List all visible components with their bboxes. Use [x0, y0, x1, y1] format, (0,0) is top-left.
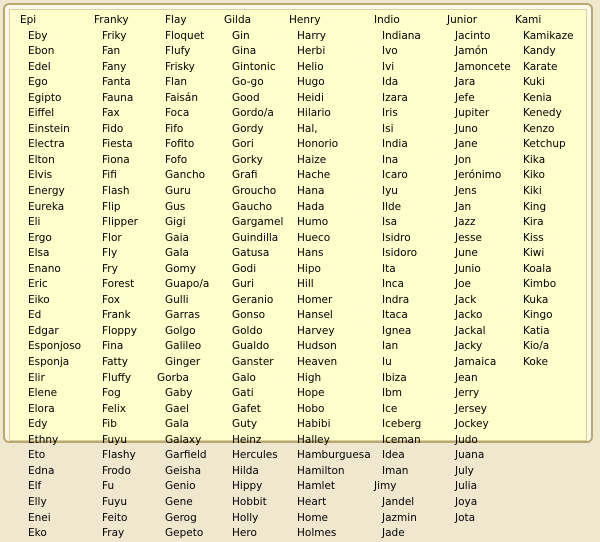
name-item: Jesse — [455, 231, 482, 244]
name-item: Gomy — [165, 262, 197, 275]
name-item: Esponjoso — [28, 340, 82, 353]
name-item: Gina — [232, 45, 257, 58]
name-item: Joya — [455, 495, 478, 508]
name-item: Floppy — [102, 324, 137, 337]
section-head-name: Jimy — [374, 480, 397, 493]
name-item: Hobbit — [232, 495, 267, 508]
name-item: Fofito — [165, 138, 195, 151]
name-item: Frisky — [165, 60, 195, 73]
name-item: Kimbo — [523, 278, 557, 291]
name-item: Edy — [28, 418, 48, 431]
name-item: Godi — [232, 262, 257, 275]
name-item: Hope — [297, 387, 325, 400]
name-item: Golgo — [165, 324, 196, 337]
name-item: Elly — [28, 495, 47, 508]
name-item: Kenzo — [523, 122, 555, 135]
name-item: Ganster — [232, 356, 274, 369]
name-item: Jockey — [455, 418, 489, 431]
name-item: Gene — [165, 495, 193, 508]
name-item: Guru — [165, 185, 191, 198]
name-item: Fauna — [102, 91, 134, 104]
name-item: Galileo — [165, 340, 202, 353]
name-item: Jamoncete — [455, 60, 511, 73]
name-item: Fido — [102, 122, 124, 135]
name-item: Indiana — [382, 29, 421, 42]
name-item: Fiona — [102, 153, 130, 166]
name-item: Hamburguesa — [297, 449, 371, 462]
name-item: Kandy — [523, 45, 556, 58]
name-item: Ergo — [28, 231, 52, 244]
name-item: Frank — [102, 309, 131, 322]
name-item: Honorio — [297, 138, 339, 151]
name-item: Fatty — [102, 356, 128, 369]
name-item: Enei — [28, 511, 51, 524]
name-item: Gorky — [232, 153, 263, 166]
name-item: Eiffel — [28, 107, 55, 120]
section-head-name: Kami — [515, 14, 542, 26]
name-item: Jupiter — [455, 107, 490, 120]
name-item: Guindilla — [232, 231, 279, 244]
name-item: Forest — [102, 278, 135, 291]
name-item: Flor — [102, 231, 122, 244]
name-item: Feito — [102, 511, 128, 524]
name-item: Garfield — [165, 449, 207, 462]
name-item: Fany — [102, 60, 127, 73]
name-item: Ethny — [28, 433, 59, 446]
name-item: Isa — [382, 216, 398, 229]
section-head-name: Indio — [374, 14, 400, 26]
name-item: Egipto — [28, 91, 62, 104]
name-item: Enano — [28, 262, 61, 275]
name-item: Indra — [382, 293, 410, 306]
name-item: Jan — [455, 200, 472, 213]
name-item: Joe — [455, 278, 471, 291]
name-item: Hamilton — [297, 464, 345, 477]
name-item: Kiki — [523, 185, 542, 198]
name-item: Fifo — [165, 122, 184, 135]
name-item: Hippy — [232, 480, 263, 493]
section-head-name: Epi — [20, 14, 37, 26]
name-item: Friky — [102, 29, 127, 42]
name-item: Juana — [455, 449, 485, 462]
name-item: Harry — [297, 29, 326, 42]
name-item: Kenedy — [523, 107, 562, 120]
name-column — [94, 13, 138, 542]
name-item: Fifi — [102, 169, 117, 182]
section-head-name: Henry — [289, 14, 321, 26]
name-item: Flan — [165, 76, 188, 89]
name-item: Jara — [455, 76, 476, 89]
name-item: Jacinto — [455, 29, 491, 42]
name-item: Fuyu — [102, 495, 127, 508]
name-item: Hamlet — [297, 480, 336, 493]
name-item: Jackal — [455, 324, 486, 337]
name-item: Heart — [297, 495, 327, 508]
name-item: Jazz — [455, 216, 476, 229]
name-item: Gargamel — [232, 216, 284, 229]
name-item: High — [297, 371, 322, 384]
name-item: Gael — [165, 402, 189, 415]
name-item: Gordo/a — [232, 107, 274, 120]
name-item: Fiesta — [102, 138, 133, 151]
name-item: Ego — [28, 76, 48, 89]
name-item: Heidi — [297, 91, 324, 104]
name-item: Hilario — [297, 107, 331, 120]
name-item: Elvis — [28, 169, 53, 182]
name-item: Galaxy — [165, 433, 202, 446]
name-item: Homer — [297, 293, 333, 306]
name-item: Kingo — [523, 309, 553, 322]
name-item: Electra — [28, 138, 65, 151]
name-item: Herbi — [297, 45, 326, 58]
name-item: Hilda — [232, 464, 259, 477]
name-item: Itaca — [382, 309, 408, 322]
name-item: Holmes — [297, 527, 337, 540]
name-item: Fluffy — [102, 371, 132, 384]
name-item: Flash — [102, 185, 130, 198]
name-item: Elir — [28, 371, 45, 384]
name-item: King — [523, 200, 547, 213]
name-item: Ivo — [382, 45, 398, 58]
name-item: Hal, — [297, 122, 318, 135]
name-item: Ebon — [28, 45, 55, 58]
name-column — [515, 13, 574, 371]
name-item: Junio — [455, 262, 481, 275]
name-item: Icaro — [382, 169, 408, 182]
name-item: Kamikaze — [523, 29, 574, 42]
name-item: Hans — [297, 247, 324, 260]
name-item: Habibi — [297, 418, 331, 431]
name-item: Guty — [232, 418, 258, 431]
name-item: Ian — [382, 340, 399, 353]
name-item: Iris — [382, 107, 398, 120]
name-item: Flufy — [165, 45, 191, 58]
name-item: Ibiza — [382, 371, 407, 384]
name-item: Ina — [382, 153, 399, 166]
name-item: Jane — [455, 138, 478, 151]
name-item: Eby — [28, 29, 48, 42]
name-item: Ketchup — [523, 138, 566, 151]
name-column — [447, 13, 511, 526]
name-item: Kira — [523, 216, 544, 229]
name-item: Ed — [28, 309, 42, 322]
name-item: Isidoro — [382, 247, 418, 260]
name-item: Inca — [382, 278, 404, 291]
section-head-name: Franky — [94, 14, 129, 26]
name-item: Jacko — [455, 309, 483, 322]
name-item: Fina — [102, 340, 124, 353]
name-item: Ita — [382, 262, 396, 275]
name-item: Eko — [28, 527, 47, 540]
name-item: Gori — [232, 138, 254, 151]
name-item: Fib — [102, 418, 117, 431]
name-item: Kika — [523, 153, 546, 166]
name-column — [374, 13, 421, 542]
name-item: Elf — [28, 480, 42, 493]
name-item: Iman — [382, 464, 409, 477]
name-item: Iyu — [382, 185, 398, 198]
name-item: Elora — [28, 402, 55, 415]
name-column — [289, 13, 371, 542]
name-item: Jean — [455, 371, 478, 384]
name-item: Jefe — [455, 91, 475, 104]
name-item: Grafi — [232, 169, 258, 182]
name-item: Garras — [165, 309, 200, 322]
name-item: Felix — [102, 402, 126, 415]
name-item: Karate — [523, 60, 558, 73]
name-item: Hobo — [297, 402, 325, 415]
name-item: India — [382, 138, 408, 151]
name-item: Jamaica — [455, 356, 497, 369]
name-item: Jack — [455, 293, 477, 306]
name-item: Esponja — [28, 356, 70, 369]
name-item: Gerog — [165, 511, 197, 524]
name-item: Jerónimo — [455, 169, 502, 182]
name-item: Jersey — [455, 402, 488, 415]
name-item: Gordy — [232, 122, 264, 135]
section-head-name: Gilda — [224, 14, 252, 26]
name-item: Eureka — [28, 200, 65, 213]
section-head-name: Gorba — [157, 371, 189, 384]
name-item: July — [455, 464, 474, 477]
name-item: Isidro — [382, 231, 411, 244]
name-item: Holly — [232, 511, 259, 524]
name-item: Edgar — [28, 324, 59, 337]
name-item: Jon — [455, 153, 472, 166]
name-item: Hada — [297, 200, 325, 213]
name-item: Fu — [102, 480, 115, 493]
name-item: Fan — [102, 45, 121, 58]
name-item: Jerry — [455, 387, 480, 400]
name-item: Geisha — [165, 464, 202, 477]
name-item: Go-go — [232, 76, 264, 89]
name-item: Gaucho — [232, 200, 273, 213]
name-item: Jazmin — [382, 511, 417, 524]
name-item: Einstein — [28, 122, 70, 135]
name-item: Hipo — [297, 262, 321, 275]
name-item: Flipper — [102, 216, 138, 229]
name-item: Gala — [165, 418, 189, 431]
name-item: Fry — [102, 262, 118, 275]
name-item: Hueco — [297, 231, 331, 244]
name-item: Guapo/a — [165, 278, 210, 291]
name-item: Eiko — [28, 293, 50, 306]
name-item: Hansel — [297, 309, 333, 322]
name-item: Koala — [523, 262, 552, 275]
name-item: Kuka — [523, 293, 549, 306]
name-item: Ivi — [382, 60, 395, 73]
name-item: Flip — [102, 200, 121, 213]
name-item: Jade — [382, 527, 405, 540]
name-item: Fuyu — [102, 433, 127, 446]
name-item: Goldo — [232, 324, 263, 337]
name-item: Iceberg — [382, 418, 422, 431]
name-item: Fox — [102, 293, 120, 306]
name-item: Gualdo — [232, 340, 270, 353]
name-item: Helio — [297, 60, 324, 73]
name-column — [20, 13, 81, 542]
name-item: Edna — [28, 464, 55, 477]
name-item: Hache — [297, 169, 331, 182]
name-item: Hercules — [232, 449, 278, 462]
name-item: Izara — [382, 91, 408, 104]
name-item: Faisán — [165, 91, 198, 104]
name-item: Jens — [455, 185, 477, 198]
name-item: Isi — [382, 122, 394, 135]
name-item: Good — [232, 91, 260, 104]
name-item: Eli — [28, 216, 41, 229]
name-item: Genio — [165, 480, 196, 493]
name-item: Eto — [28, 449, 46, 462]
name-item: Iceman — [382, 433, 421, 446]
name-item: Frodo — [102, 464, 131, 477]
name-item: Jacky — [455, 340, 483, 353]
name-item: Halley — [297, 433, 330, 446]
name-item: Kiwi — [523, 247, 545, 260]
name-item: June — [455, 247, 478, 260]
name-item: Heaven — [297, 356, 338, 369]
name-item: Gonso — [232, 309, 266, 322]
name-item: Guri — [232, 278, 255, 291]
name-item: Fog — [102, 387, 121, 400]
name-item: Geranio — [232, 293, 274, 306]
name-item: Hill — [297, 278, 314, 291]
name-item: Kiss — [523, 231, 544, 244]
name-item: Jandel — [382, 495, 415, 508]
name-item: Hudson — [297, 340, 337, 353]
name-item: Juno — [455, 122, 478, 135]
name-item: Idea — [382, 449, 405, 462]
name-item: Home — [297, 511, 329, 524]
name-item: Gaby — [165, 387, 193, 400]
name-item: Fax — [102, 107, 120, 120]
name-item: Flashy — [102, 449, 136, 462]
name-item: Fly — [102, 247, 118, 260]
name-item: Kuki — [523, 76, 546, 89]
name-item: Gatusa — [232, 247, 270, 260]
name-item: Harvey — [297, 324, 335, 337]
name-item: Gulli — [165, 293, 189, 306]
name-item: Fofo — [165, 153, 188, 166]
name-item: Edel — [28, 60, 51, 73]
name-item: Gintonic — [232, 60, 276, 73]
name-item: Gafet — [232, 402, 261, 415]
name-item: Kiko — [523, 169, 545, 182]
name-item: Jota — [455, 511, 476, 524]
name-item: Hugo — [297, 76, 325, 89]
name-item: Ilde — [382, 200, 402, 213]
name-item: Ibm — [382, 387, 402, 400]
name-item: Flay — [165, 14, 187, 26]
name-item: Fanta — [102, 76, 131, 89]
name-item: Foca — [165, 107, 190, 120]
name-item: Iu — [382, 356, 392, 369]
name-item: Jamón — [455, 45, 488, 58]
name-item: Humo — [297, 216, 329, 229]
name-item: Elton — [28, 153, 55, 166]
name-item: Galo — [232, 371, 256, 384]
name-item: Ida — [382, 76, 399, 89]
name-item: Ice — [382, 402, 398, 415]
name-item: Groucho — [232, 185, 277, 198]
name-item: Ignea — [382, 324, 412, 337]
name-item: Eric — [28, 278, 48, 291]
name-item: Floquet — [165, 29, 205, 42]
name-item: Judo — [455, 433, 478, 446]
name-item: Gigi — [165, 216, 186, 229]
names-panel — [9, 9, 587, 540]
name-item: Gepeto — [165, 527, 204, 540]
name-item: Energy — [28, 185, 65, 198]
name-item: Hana — [297, 185, 325, 198]
name-item: Gala — [165, 247, 189, 260]
name-item: Gin — [232, 29, 250, 42]
name-column — [157, 13, 209, 542]
name-item: Gus — [165, 200, 186, 213]
name-item: Katia — [523, 324, 550, 337]
name-item: Gati — [232, 387, 254, 400]
name-item: Julia — [455, 480, 478, 493]
name-item: Hero — [232, 527, 257, 540]
name-item: Elene — [28, 387, 58, 400]
name-item: Gancho — [165, 169, 206, 182]
name-item: Kio/a — [523, 340, 550, 353]
section-head-name: Junior — [447, 14, 478, 26]
name-item: Gaia — [165, 231, 189, 244]
name-item: Kenia — [523, 91, 552, 104]
name-item: Elsa — [28, 247, 50, 260]
name-item: Koke — [523, 356, 548, 369]
name-item: Heinz — [232, 433, 262, 446]
name-item: Fray — [102, 527, 125, 540]
name-column — [224, 13, 283, 542]
name-item: Ginger — [165, 356, 201, 369]
name-item: Haize — [297, 153, 327, 166]
